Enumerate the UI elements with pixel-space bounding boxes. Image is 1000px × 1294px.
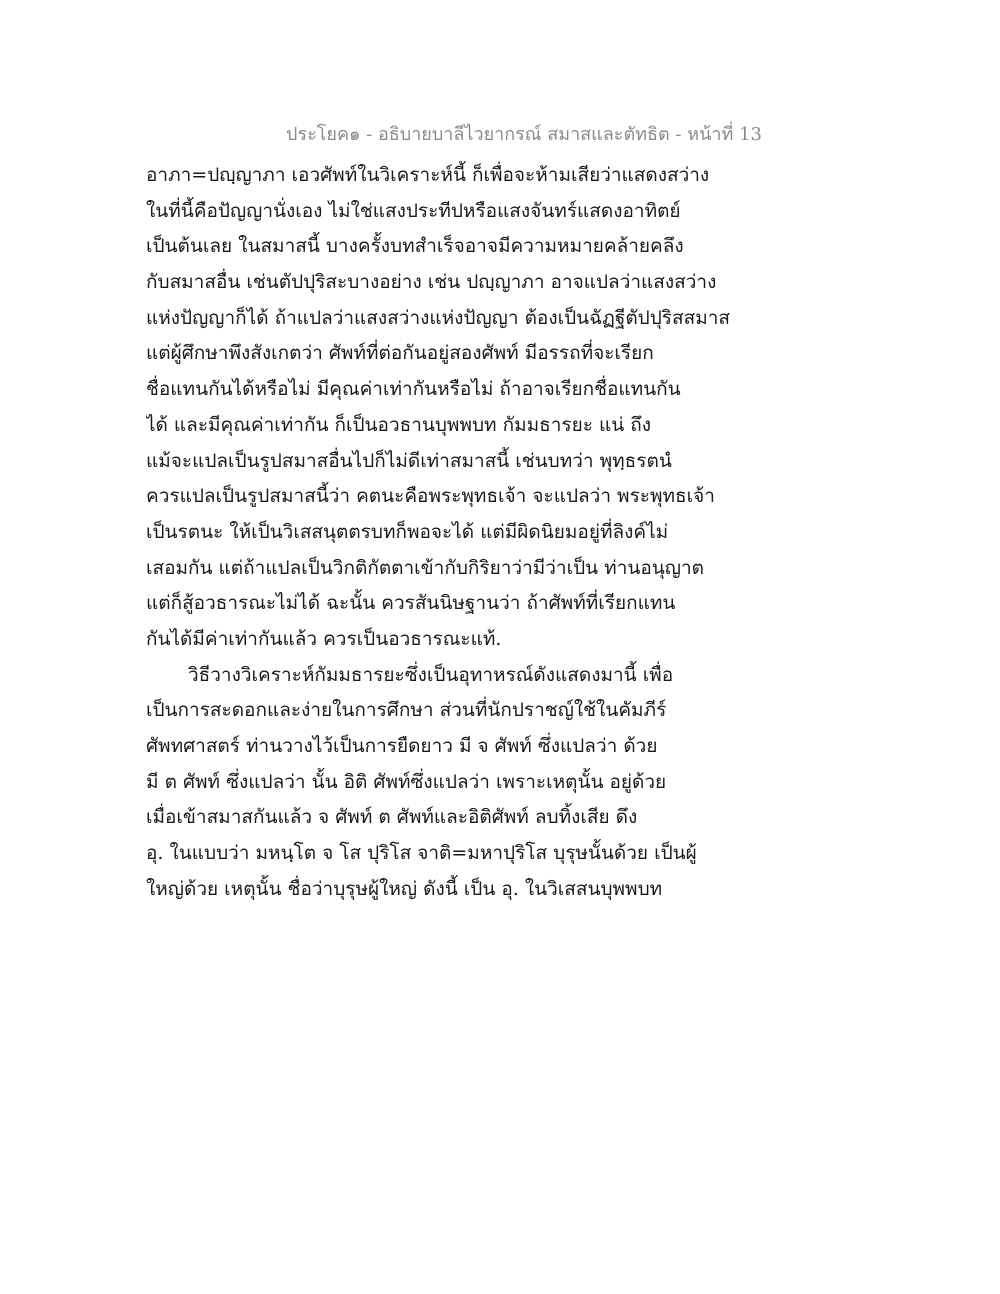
text-line: วิธีวางวิเคราะห์กัมมธารยะซึ่งเป็นอุทาหรณ์ดังแสดงมานี้ เพื่อ [188,663,674,686]
text-line: ควรแปลเป็นรูปสมาสนี้ว่า คตนะคือพระพุทธเจ้า จะแปลว่า พระพุทธเจ้า [146,485,715,508]
text-line: ในที่นี้คือปัญญานั่งเอง ไม่ใช่แสงประทีปหรือแสงจันทร์แสดงอาทิตย์ [146,199,681,222]
text-line: เป็นการสะดอกและง่ายในการศึกษา ส่วนที่นักปราชญ์ใช้ในคัมภีร์ [146,699,667,722]
text-line: ใหญ่ด้วย เหตุนั้น ชื่อว่าบุรุษผู้ใหญ่ ดังนี้ เป็น อุ. ในวิเสสนบุพพบท [146,877,663,900]
text-line: เป็นต้นเลย ในสมาสนี้ บางครั้งบทสำเร็จอาจมีความหมายคล้ายคลึง [146,235,684,258]
running-header: ประโยค๑ - อธิบายบาลีไวยากรณ์ สมาสและตัทธิต - หน้าที่ 13 [286,124,762,145]
text-line: ชื่อแทนกันได้หรือไม่ มีคุณค่าเท่ากันหรือไม่ ถ้าอาจเรียกชื่อแทนกัน [146,378,681,401]
text-line: แต่ผู้ศึกษาพึงสังเกตว่า ศัพท์ที่ต่อกันอยู่สองศัพท์ มีอรรถที่จะเรียก [146,342,654,365]
paragraph-1 [146,158,756,658]
text-line: แห่งปัญญาก็ได้ ถ้าแปลว่าแสงสว่างแห่งปัญญา ต้องเป็นฉัฏฐีตัปปุริสสมาส [146,306,730,329]
text-line: อุ. ในแบบว่า มหนฺโต จ โส ปุริโส จาติ=มหาปุริโส บุรุษนั้นด้วย เป็นผู้ [146,842,697,865]
text-line: เป็นรตนะ ให้เป็นวิเสสนุตตรบทก็พอจะได้ แต่มีผิดนิยมอยู่ที่ลิงค์ไม่ [146,520,669,543]
text-line: ศัพทศาสตร์ ท่านวางไว้เป็นการยืดยาว มี จ ศัพท์ ซึ่งแปลว่า ด้วย [146,735,658,757]
text-line: ได้ และมีคุณค่าเท่ากัน ก็เป็นอวธานบุพพบท กัมมธารยะ แน่ ถึง [146,413,652,436]
text-line: กับสมาสอื่น เช่นตัปปุริสะบางอย่าง เช่น ปญฺญาภา อาจแปลว่าแสงสว่าง [146,271,717,294]
text-line: มี ต ศัพท์ ซึ่งแปลว่า นั้น อิติ ศัพท์ซึ่งแปลว่า เพราะเหตุนั้น อยู่ด้วย [146,770,667,793]
text-line: เมื่อเข้าสมาสกันแล้ว จ ศัพท์ ต ศัพท์และอิติศัพท์ ลบทิ้งเสีย ดึง [146,806,638,829]
text-line: แต่ก็สู้อวธารณะไม่ได้ ฉะนั้น ควรสันนิษฐานว่า ถ้าศัพท์ที่เรียกแทน [146,592,676,615]
text-line: เสอมกัน แต่ถ้าแปลเป็นวิกติกัตตาเข้ากับกิริยาว่ามีว่าเป็น ท่านอนุญาต [146,556,704,579]
text-line: กันได้มีค่าเท่ากันแล้ว ควรเป็นอวธารณะแท้. [146,627,502,650]
paragraph-2 [146,658,756,908]
text-line: อาภา=ปญฺญาภา เอวศัพท์ในวิเคราะห์นี้ ก็เพื่อจะห้ามเสียว่าแสดงสว่าง [146,164,710,186]
body-text [146,158,756,907]
text-line: แม้จะแปลเป็นรูปสมาสอื่นไปก็ไม่ดีเท่าสมาสนี้ เช่นบทว่า พุทฺธรตนํ [146,449,672,472]
